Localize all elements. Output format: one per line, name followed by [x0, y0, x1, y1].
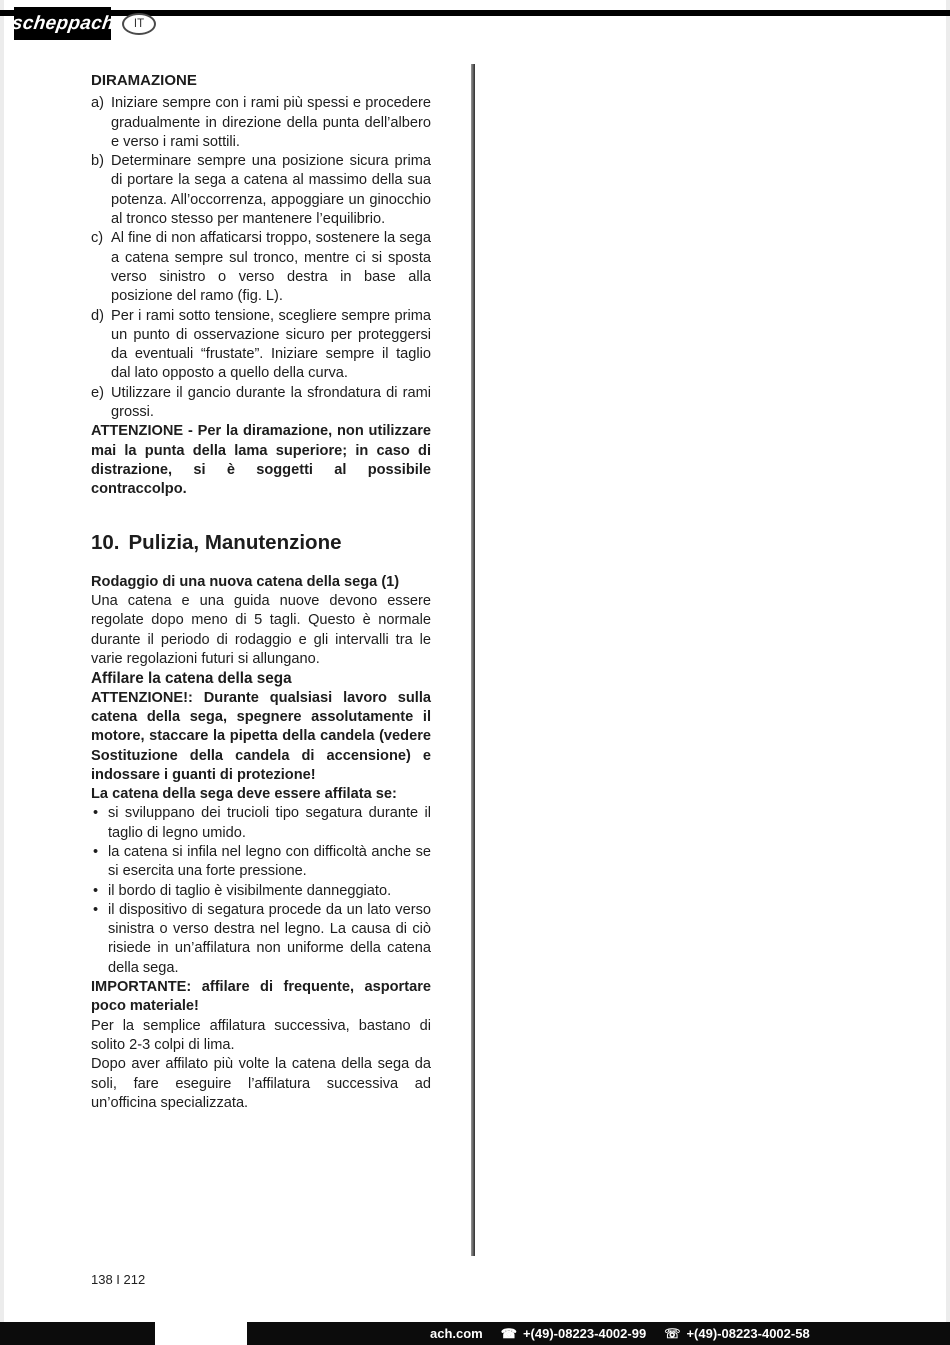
fax-icon: ☏: [664, 1325, 681, 1341]
list-item-label: b): [91, 153, 104, 170]
phone-icon: ☎: [500, 1325, 517, 1341]
list-item-text: Iniziare sempre con i rami più spessi e procedere gradualmente in direzione della punta dell’albero e verso i rami sottili.: [111, 95, 431, 150]
list-item-text: Utilizzare il gancio durante la sfrondatura di rami grossi.: [111, 384, 431, 421]
list-item: [91, 229, 431, 306]
bullet-text: la catena si infila nel legno con difficoltà anche se si esercita una forte pressione.: [108, 843, 431, 880]
bullet-text: il dispositivo di segatura procede da un lato verso sinistra o verso destra nel legno. La causa di ciò risiede in un’affilatura non uniforme della catena della sega.: [108, 901, 431, 976]
chapter-title: Pulizia, Manutenzione: [128, 530, 342, 554]
when-to-sharpen-title: La catena della sega deve essere affilata se:: [91, 786, 397, 803]
breakin-title: Rodaggio di una nuova catena della sega (1): [91, 573, 400, 590]
when-to-sharpen-list: [91, 804, 431, 978]
scan-edge-right: [946, 0, 950, 1345]
bullet-item: [91, 804, 431, 843]
list-item-label: a): [91, 95, 104, 112]
language-badge-it: [122, 13, 156, 35]
important-para-2: Dopo aver affilato più volte la catena della sega da soli, fare eseguire l’affilatura successiva ad un’officina specializzata.: [91, 1056, 431, 1111]
bullet-marker: •: [93, 805, 99, 822]
scan-edge-left: [0, 0, 4, 1345]
bullet-text: si sviluppano dei trucioli tipo segatura durante il taglio di legno umido.: [108, 805, 431, 841]
important-para-1: Per la semplice affilatura successiva, bastano di solito 2-3 colpi di lima.: [91, 1017, 431, 1053]
bullet-marker: •: [93, 882, 99, 899]
page-number: 138 I 212: [91, 1272, 146, 1287]
delimbing-list: [91, 94, 431, 422]
list-item-label: e): [91, 384, 104, 401]
logo-text: scheppach: [10, 12, 116, 34]
list-item-label: d): [91, 307, 104, 324]
footer-phone: [501, 1326, 646, 1342]
scheppach-logo: [10, 7, 116, 40]
footer-contact: [430, 1322, 810, 1345]
chapter-heading: [91, 530, 431, 554]
list-item: [91, 94, 431, 152]
sharpening-warning: ATTENZIONE!: Durante qualsiasi lavoro sulla catena della sega, spegnere assolutamente il motore, staccare la pipetta della candela (vedere Sostituzione della candela di accensione) e indossare i guanti di protezione!: [91, 689, 431, 783]
bullet-item: [91, 882, 431, 901]
list-item: [91, 152, 431, 229]
bullet-marker: •: [93, 901, 99, 918]
list-item-label: c): [91, 230, 104, 247]
footer-bar: [0, 1322, 950, 1345]
list-item-text: Determinare sempre una posizione sicura prima di portare la sega a catena al massimo della sua potenza. All’occorrenza, appoggiare un ginocchio al tronco stesso per mantenere l’equilibrio.: [111, 153, 431, 228]
list-item-text: Al fine di non affaticarsi troppo, sostenere la sega a catena sempre sul tronco, mentre ci si sposta verso sinistro o verso destra in base alla posizione del ramo (fig. L).: [111, 230, 431, 305]
chapter-number: 10.: [91, 530, 120, 554]
list-item: [91, 307, 431, 384]
language-badge-label: IT: [133, 18, 145, 30]
footer-fax: [664, 1326, 810, 1342]
footer-website: ach.com: [430, 1326, 483, 1341]
important-note: IMPORTANTE: affilare di frequente, asportare poco materiale!: [91, 979, 431, 1015]
bullet-item: [91, 843, 431, 882]
footer-fax-number: +(49)-08223-4002-58: [686, 1326, 810, 1341]
text-column: [91, 71, 431, 1113]
delimbing-warning: ATTENZIONE - Per la diramazione, non utilizzare mai la punta della lama superiore; in caso di distrazione, si è soggetti al possibile contraccolpo.: [91, 423, 431, 498]
breakin-body: Una catena e una guida nuove devono essere regolate dopo meno di 5 tagli. Questo è normale durante il periodo di rodaggio e gli intervalli tra le varie regolazioni futuri si allungano.: [91, 593, 431, 668]
list-item-text: Per i rami sotto tensione, scegliere sempre prima un punto di osservazione sicuro per proteggersi da eventuali “frustate”. Iniziare sempre il taglio dal lato opposto a quello della curva.: [111, 307, 431, 382]
footer-phone-number: +(49)-08223-4002-99: [522, 1326, 647, 1341]
footer-notch: [155, 1322, 247, 1345]
sharpening-title: Affilare la catena della sega: [91, 670, 292, 688]
section-title-diramazione: DIRAMAZIONE: [91, 72, 197, 89]
list-item: [91, 384, 431, 423]
bullet-text: il bordo di taglio è visibilmente danneggiato.: [108, 882, 392, 899]
bullet-marker: •: [93, 843, 99, 860]
column-divider: [471, 64, 475, 1256]
bullet-item: [91, 901, 431, 978]
